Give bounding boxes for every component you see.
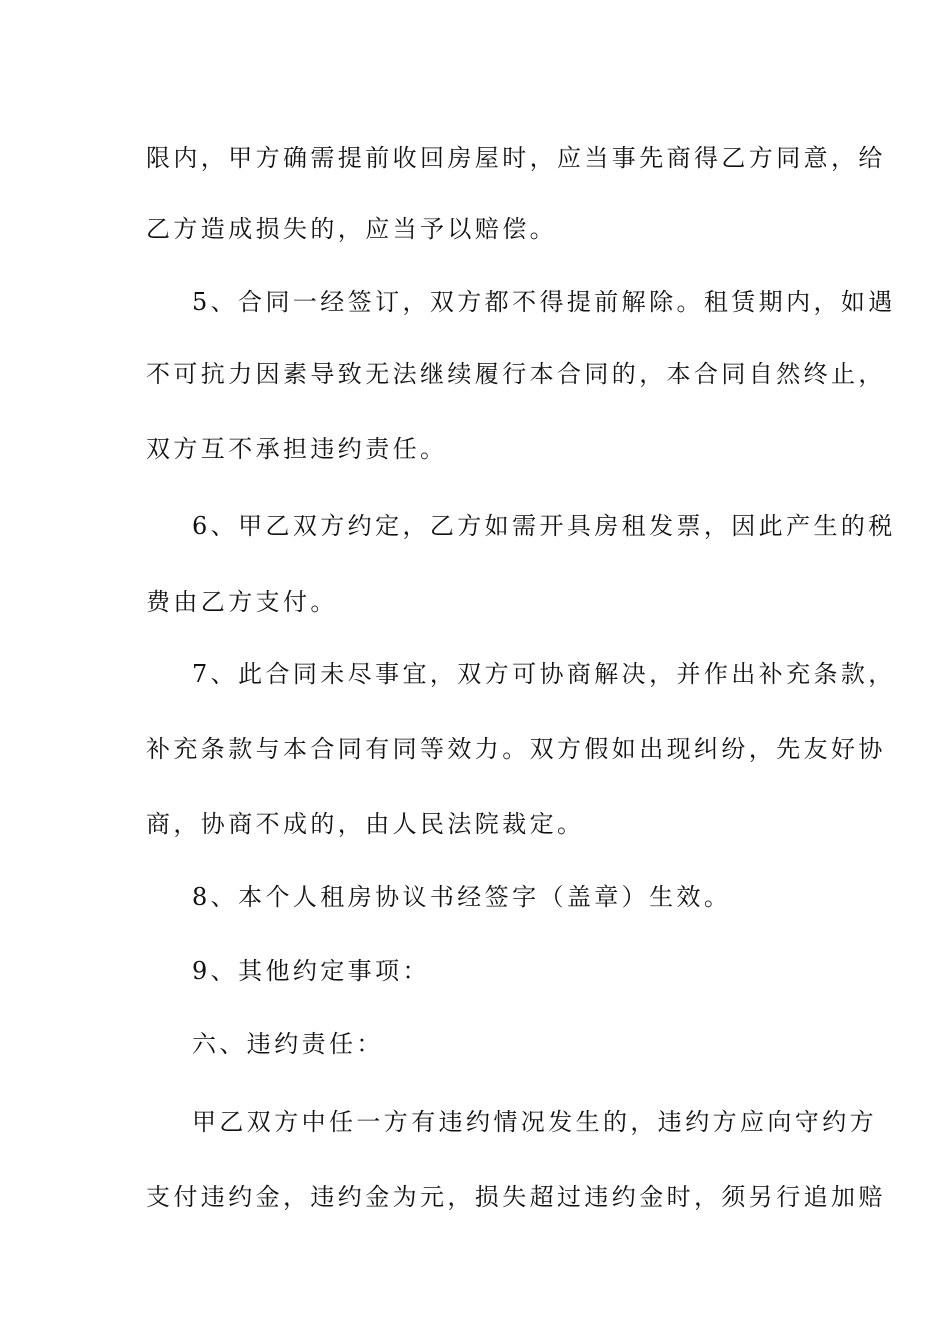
paragraph-line: 限内，甲方确需提前收回房屋时，应当事先商得乙方同意，给 <box>146 144 886 172</box>
paragraph-line: 乙方造成损失的，应当予以赔偿。 <box>146 215 557 243</box>
paragraph-line: 甲乙双方中任一方有违约情况发生的，违约方应向守约方 <box>192 1108 877 1136</box>
paragraph-line: 双方互不承担违约责任。 <box>146 435 448 463</box>
clause-6-line: 6、甲乙双方约定，乙方如需开具房租发票，因此产生的税 <box>192 512 896 540</box>
clause-7-line: 7、此合同未尽事宜，双方可协商解决，并作出补充条款， <box>192 660 896 688</box>
clause-8-line: 8、本个人租房协议书经签字（盖章）生效。 <box>192 883 732 911</box>
paragraph-line: 补充条款与本合同有同等效力。双方假如出现纠纷，先友好协 <box>146 735 886 763</box>
section-heading: 六、违约责任： <box>192 1030 384 1058</box>
paragraph-line: 支付违约金，违约金为元，损失超过违约金时，须另行追加赔 <box>146 1183 886 1211</box>
paragraph-line: 费由乙方支付。 <box>146 588 338 616</box>
clause-5-line: 5、合同一经签订，双方都不得提前解除。租赁期内，如遇 <box>192 288 896 316</box>
paragraph-line: 不可抗力因素导致无法继续履行本合同的，本合同自然终止， <box>146 360 886 388</box>
paragraph-line: 商，协商不成的，由人民法院裁定。 <box>146 810 585 838</box>
clause-9-line: 9、其他约定事项： <box>192 957 430 985</box>
